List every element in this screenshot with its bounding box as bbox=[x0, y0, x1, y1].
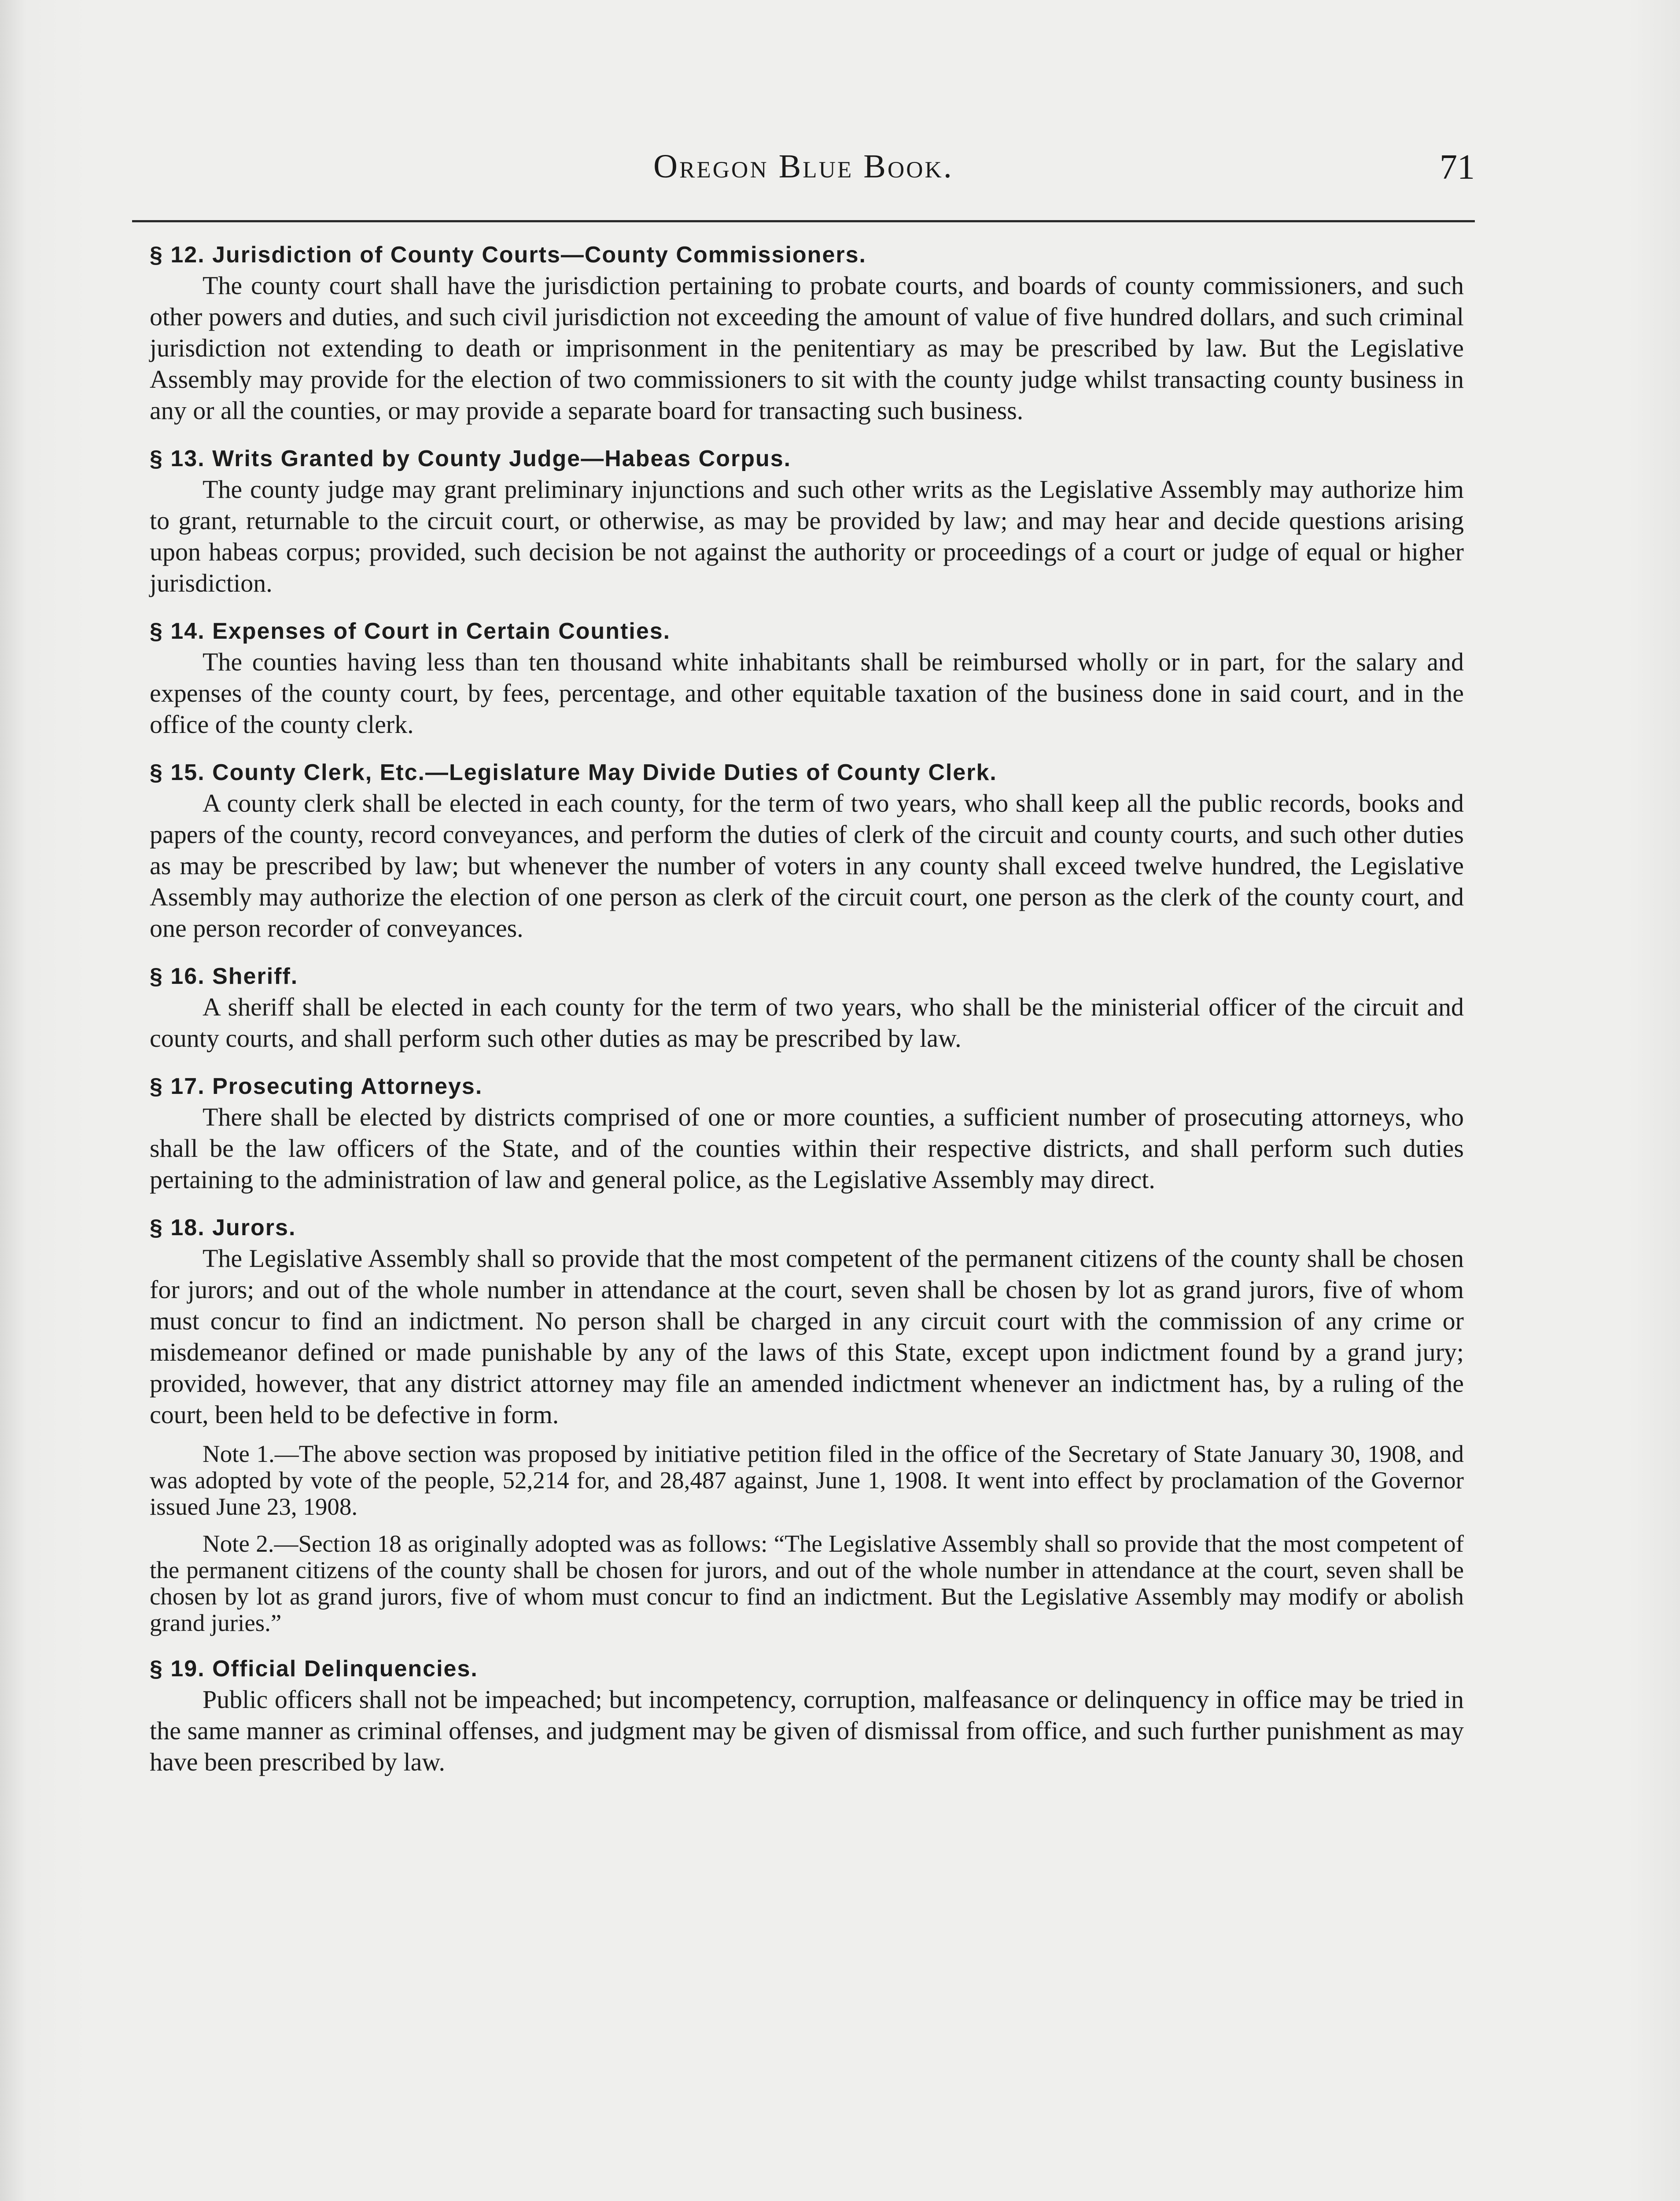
header-rule bbox=[132, 220, 1475, 222]
section bbox=[150, 1071, 1464, 1195]
page-number: 71 bbox=[1440, 148, 1475, 187]
section-paragraph: The Legislative Assembly shall so provide that the most competent of the permanent citizens of the county shall be chosen for jurors; and out of the whole number in attendance at the court, seven shall be chosen by lot as grand jurors, five of whom must concur to find an indictment. No person shall be charged in any circuit court with the commission of any crime or misdemeanor defined or made punishable by any of the laws of this State, except upon indictment found by a grand jury; provided, however, that any district attorney may file an amended indictment whenever an indictment has, by a ruling of the court, been held to be defective in form. bbox=[150, 1244, 1464, 1429]
section-heading: § 17. Prosecuting Attorneys. bbox=[150, 1074, 483, 1099]
section-note: Note 2.—Section 18 as originally adopted was as follows: “The Legislative Assembly shall so provide that the most competent of the permanent citizens of the county shall be chosen for jurors, and out of the whole number in attendance at the court, seven shall be chosen by lot as grand jurors, five of whom must concur to find an indictment. But the Legislative Assembly may modify or abolish grand juries.” bbox=[150, 1530, 1464, 1636]
section-paragraph: The county court shall have the jurisdiction pertaining to probate courts, and boards of county commissioners, and such other powers and duties, and such civil jurisdiction not exceeding the amount of value of five hundred dollars, and such criminal jurisdiction not extending to death or imprisonment in the penitentiary as may be prescribed by law. But the Legislative Assembly may provide for the election of two commissioners to sit with the county judge whilst transacting county business in any or all the counties, or may provide a separate board for transacting such business. bbox=[150, 271, 1464, 425]
section-note: Note 1.—The above section was proposed by initiative petition filed in the office of the Secretary of State January 30, 1908, and was adopted by vote of the people, 52,214 for, and 28,487 against, June 1, 1908. It went into effect by proclamation of the Governor issued June 23, 1908. bbox=[150, 1440, 1464, 1520]
section-heading: § 18. Jurors. bbox=[150, 1215, 296, 1240]
page-header bbox=[132, 147, 1475, 205]
section bbox=[150, 961, 1464, 1054]
section-heading: § 16. Sheriff. bbox=[150, 964, 298, 989]
section bbox=[150, 1213, 1464, 1636]
running-head: Oregon Blue Book. bbox=[653, 148, 954, 185]
section bbox=[150, 616, 1464, 740]
section-paragraph: There shall be elected by districts comprised of one or more counties, a sufficient number of prosecuting attorneys, who shall be the law officers of the State, and of the counties within their respective districts, and shall perform such duties pertaining to the administration of law and general police, as the Legislative Assembly may direct. bbox=[150, 1103, 1464, 1194]
section-paragraph: The county judge may grant preliminary injunctions and such other writs as the Legislative Assembly may authorize him to grant, returnable to the circuit court, or otherwise, as may be provided by law; and may hear and decide questions arising upon habeas corpus; provided, such decision be not against the authority or proceedings of a court or judge of equal or higher jurisdiction. bbox=[150, 475, 1464, 597]
section-paragraph: The counties having less than ten thousand white inhabitants shall be reimbursed wholly or in part, for the salary and expenses of the county court, by fees, percentage, and other equitable taxation of the business done in said court, and in the office of the county clerk. bbox=[150, 648, 1464, 739]
section bbox=[150, 240, 1464, 426]
section bbox=[150, 444, 1464, 599]
section-heading: § 15. County Clerk, Etc.—Legislature May Divide Duties of County Clerk. bbox=[150, 760, 997, 785]
section bbox=[150, 1654, 1464, 1778]
body-text bbox=[150, 240, 1464, 1795]
section-paragraph: A sheriff shall be elected in each county for the term of two years, who shall be the ministerial officer of the circuit and county courts, and shall perform such other duties as may be prescribed by law. bbox=[150, 993, 1464, 1053]
section bbox=[150, 758, 1464, 944]
section-heading: § 19. Official Delinquencies. bbox=[150, 1656, 478, 1682]
section-heading: § 13. Writs Granted by County Judge—Habeas Corpus. bbox=[150, 446, 792, 471]
section-paragraph: Public officers shall not be impeached; but incompetency, corruption, malfeasance or delinquency in office may be tried in the same manner as criminal offenses, and judgment may be given of dismissal from office, and such further punishment as may have been prescribed by law. bbox=[150, 1685, 1464, 1776]
section-paragraph: A county clerk shall be elected in each county, for the term of two years, who shall keep all the public records, books and papers of the county, record conveyances, and perform the duties of clerk of the circuit and county courts, and such other duties as may be prescribed by law; but whenever the number of voters in any county shall exceed twelve hundred, the Legislative Assembly may authorize the election of one person as clerk of the circuit court, one person as the clerk of the county court, and one person recorder of conveyances. bbox=[150, 789, 1464, 942]
section-heading: § 12. Jurisdiction of County Courts—County Commissioners. bbox=[150, 242, 866, 268]
section-heading: § 14. Expenses of Court in Certain Counties. bbox=[150, 618, 671, 644]
